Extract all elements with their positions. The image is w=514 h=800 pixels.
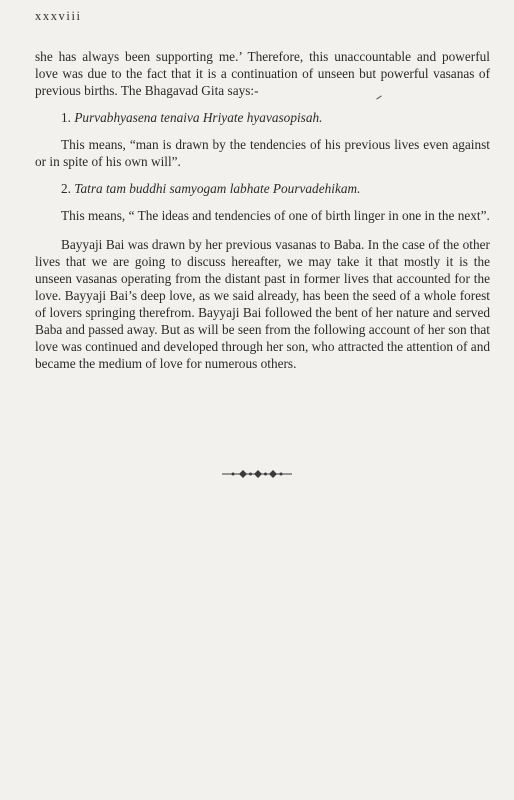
paragraph-1: she has always been supporting me.’ Therefore, this unaccountable and powerful love was due to the fact that it is a continuation of unseen but powerful vasanas of previous births. The Bhagavad Gita says:- — [35, 49, 490, 98]
section-divider — [0, 467, 514, 486]
verse-text-1: Purvabhyasena tenaiva Hriyate hyavasopisah. — [74, 110, 323, 125]
floral-divider-icon — [221, 467, 293, 481]
paragraph-2: This means, “man is drawn by the tendencies of his previous lives even against or in spite of his own will”. — [35, 137, 490, 169]
paragraph-4: Bayyaji Bai was drawn by her previous vasanas to Baba. In the case of the other lives that we are going to discuss hereafter, we may take it that mostly it is the unseen vasanas operating from the distant past in former lives that accounted for the love. Bayyaji Bai’s deep love, as we said already, has been the seed of a whole forest of lovers springing therefrom. Bayyaji Bai followed the bent of her nature and served Baba and passed away. But as will be seen from the following account of her son that love was continued and developed through her son, who attracted the attention of and became the medium of love for numerous others. — [35, 237, 490, 371]
page-number: xxxviii — [35, 9, 82, 23]
verse-number-1: 1. — [61, 110, 71, 125]
verse-number-2: 2. — [61, 181, 71, 196]
sanskrit-verse-1 — [61, 109, 490, 126]
page-body — [35, 48, 490, 372]
verse-text-2: Tatra tam buddhi samyogam labhate Pourvadehikam. — [74, 181, 361, 196]
paragraph-3: This means, “ The ideas and tendencies of one of birth linger in one in the next”. — [61, 208, 490, 223]
sanskrit-verse-2 — [61, 180, 490, 197]
